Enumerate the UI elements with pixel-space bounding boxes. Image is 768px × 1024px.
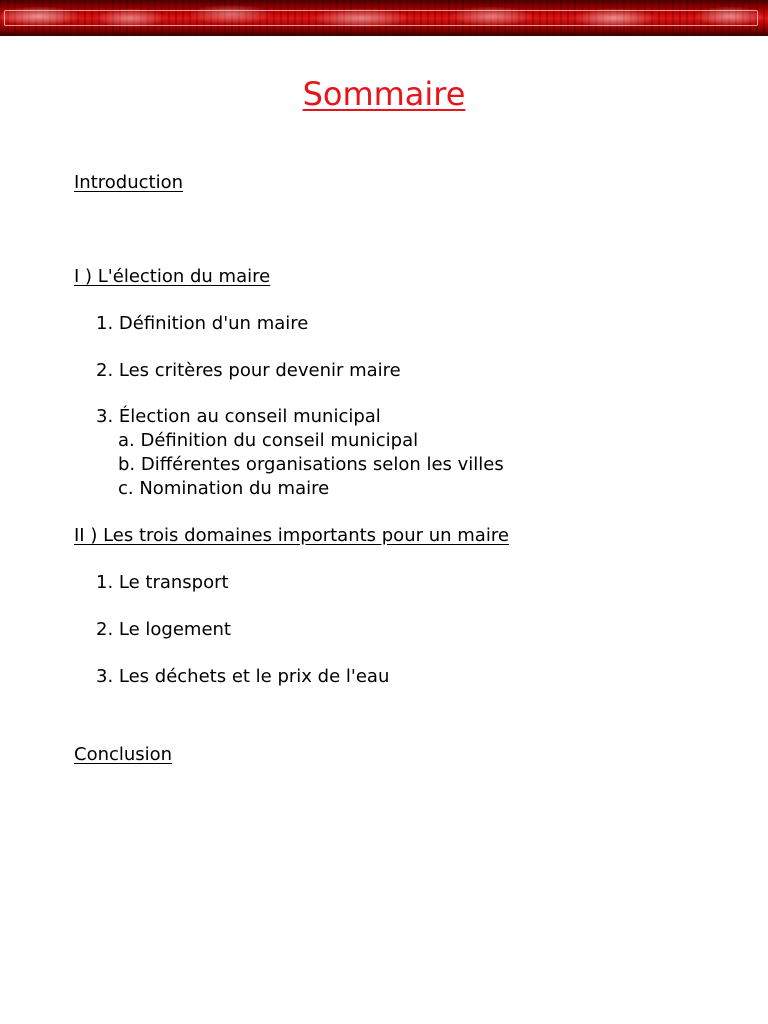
list-item: 1. Le transport (96, 572, 229, 593)
sub-list-item: a. Définition du conseil municipal (118, 430, 419, 451)
section-heading-conclusion: Conclusion (74, 744, 173, 765)
banner-frame (4, 10, 758, 26)
sub-list-item: b. Différentes organisations selon les villes (118, 454, 504, 475)
page-title-text: Sommaire (302, 75, 466, 113)
section-heading-introduction: Introduction (74, 172, 184, 193)
list-item: 2. Les critères pour devenir maire (96, 360, 401, 381)
section-heading-part-2: II ) Les trois domaines importants pour un maire (74, 525, 509, 546)
page-title (0, 74, 768, 114)
decorative-banner (0, 0, 768, 36)
section-heading-part-1: I ) L'élection du maire (74, 266, 271, 287)
list-item: 3. Élection au conseil municipal (96, 406, 381, 427)
sub-list-item: c. Nomination du maire (118, 478, 330, 499)
list-item: 2. Le logement (96, 619, 231, 640)
list-item: 3. Les déchets et le prix de l'eau (96, 666, 390, 687)
list-item: 1. Définition d'un maire (96, 313, 309, 334)
